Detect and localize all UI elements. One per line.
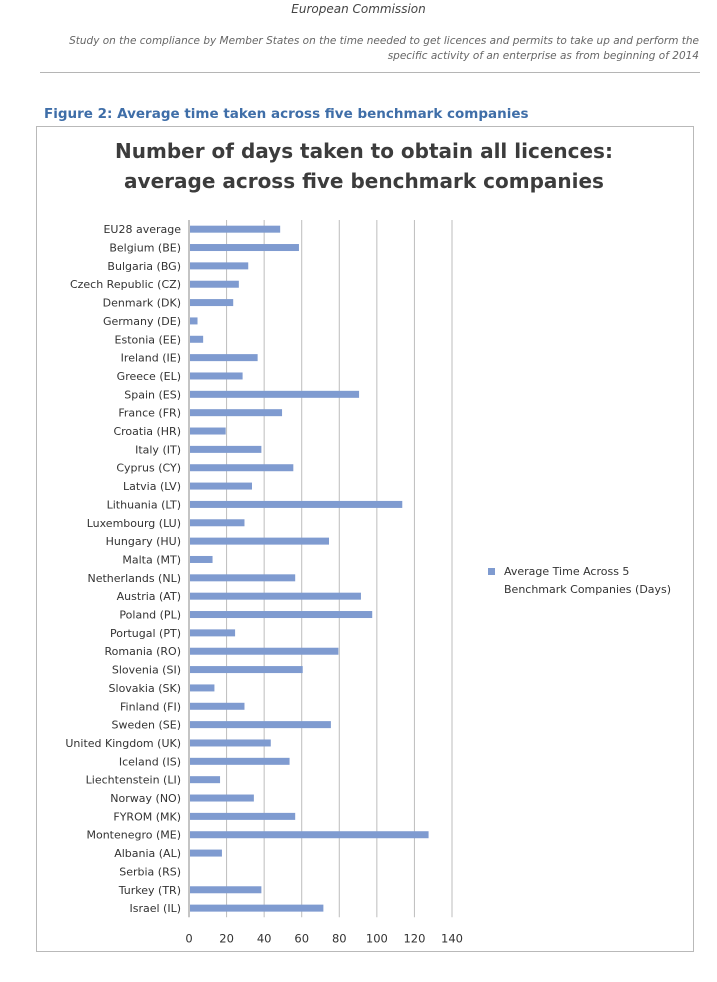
category-label: Germany (DE) bbox=[102, 314, 181, 328]
chart-title-line-1: Number of days taken to obtain all licences: bbox=[115, 139, 613, 163]
category-label: Montenegro (ME) bbox=[86, 828, 181, 842]
category-label: Slovenia (SI) bbox=[111, 663, 181, 677]
bar bbox=[190, 629, 235, 636]
x-tick-label: 60 bbox=[294, 931, 310, 946]
category-label: Luxembourg (LU) bbox=[86, 516, 181, 530]
bar bbox=[190, 354, 258, 361]
bar bbox=[190, 464, 293, 471]
bar bbox=[190, 538, 329, 545]
bar bbox=[190, 317, 198, 324]
bar bbox=[190, 372, 243, 379]
category-label: Israel (IL) bbox=[129, 902, 181, 916]
bar bbox=[190, 336, 203, 343]
bar bbox=[190, 703, 244, 710]
bar bbox=[190, 281, 239, 288]
legend-swatch bbox=[488, 568, 495, 575]
category-label: Greece (EL) bbox=[116, 369, 181, 383]
bar bbox=[190, 574, 295, 581]
bar bbox=[190, 758, 290, 765]
category-label: Albania (AL) bbox=[114, 847, 181, 861]
category-label: Poland (PL) bbox=[119, 608, 181, 622]
category-label: Belgium (BE) bbox=[109, 241, 181, 255]
x-tick-label: 20 bbox=[219, 931, 234, 946]
category-label: Norway (NO) bbox=[110, 792, 181, 806]
category-label: Bulgaria (BG) bbox=[107, 259, 181, 273]
category-label: Croatia (HR) bbox=[113, 425, 181, 439]
category-label: Ireland (IE) bbox=[120, 351, 181, 365]
bar bbox=[190, 739, 271, 746]
bar bbox=[190, 519, 244, 526]
bar bbox=[190, 684, 214, 691]
bar bbox=[190, 244, 299, 251]
bar bbox=[190, 886, 261, 893]
study-title: Study on the compliance by Member States on the time needed to get licences and permits to take up and perform the specific activity of an enterprise as from beginning of 2014 bbox=[69, 35, 699, 62]
bar bbox=[190, 556, 213, 563]
chart-legend bbox=[486, 563, 686, 599]
category-label: Cyprus (CY) bbox=[116, 461, 181, 475]
category-label: Hungary (HU) bbox=[105, 535, 181, 549]
category-label: Italy (IT) bbox=[135, 443, 181, 457]
bar bbox=[190, 905, 323, 912]
category-label: Sweden (SE) bbox=[111, 718, 181, 732]
x-tick-label: 100 bbox=[365, 931, 388, 946]
bar bbox=[190, 611, 372, 618]
category-label: Czech Republic (CZ) bbox=[69, 278, 181, 292]
category-label: Liechtenstein (LI) bbox=[85, 773, 181, 787]
bar bbox=[190, 795, 254, 802]
bar bbox=[190, 831, 429, 838]
category-label: Austria (AT) bbox=[116, 590, 181, 604]
x-tick-label: 120 bbox=[403, 931, 426, 946]
bar bbox=[190, 226, 280, 233]
bar bbox=[190, 299, 233, 306]
category-label: Portugal (PT) bbox=[110, 626, 181, 640]
bar bbox=[190, 776, 220, 783]
category-label: Romania (RO) bbox=[104, 645, 181, 659]
organization-name: European Commission bbox=[291, 2, 426, 16]
figure-caption: Figure 2: Average time taken across five benchmark companies bbox=[44, 106, 529, 122]
bar bbox=[190, 648, 338, 655]
bar bbox=[190, 501, 402, 508]
category-label: Denmark (DK) bbox=[102, 296, 181, 310]
x-tick-label: 140 bbox=[441, 931, 463, 946]
legend-label: Average Time Across 5 Benchmark Companies (Days) bbox=[504, 565, 672, 596]
category-label: Malta (MT) bbox=[122, 553, 181, 567]
bar bbox=[190, 813, 295, 820]
bar bbox=[190, 666, 303, 673]
category-label: Serbia (RS) bbox=[119, 865, 181, 879]
bar bbox=[190, 262, 248, 269]
category-label: Latvia (LV) bbox=[122, 480, 181, 494]
category-label: Iceland (IS) bbox=[118, 755, 181, 769]
x-tick-label: 0 bbox=[185, 931, 193, 946]
bar bbox=[190, 850, 222, 857]
category-label: Slovakia (SK) bbox=[108, 681, 181, 695]
category-label: Estonia (EE) bbox=[114, 333, 181, 347]
x-tick-label: 80 bbox=[331, 931, 347, 946]
bar bbox=[190, 483, 252, 490]
bar bbox=[190, 409, 282, 416]
category-label: Netherlands (NL) bbox=[87, 571, 181, 585]
chart-title-line-2: average across five benchmark companies bbox=[124, 169, 604, 193]
bar bbox=[190, 446, 261, 453]
category-label: Lithuania (LT) bbox=[106, 498, 181, 512]
x-tick-label: 40 bbox=[256, 931, 272, 946]
category-label: FYROM (MK) bbox=[113, 810, 181, 824]
bar bbox=[190, 593, 361, 600]
category-label: Spain (ES) bbox=[124, 388, 181, 402]
category-label: United Kingdom (UK) bbox=[65, 736, 181, 750]
category-label: EU28 average bbox=[103, 223, 181, 237]
bar bbox=[190, 391, 359, 398]
category-label: Turkey (TR) bbox=[118, 883, 181, 897]
bar bbox=[190, 721, 331, 728]
category-label: France (FR) bbox=[118, 406, 181, 420]
category-label: Finland (FI) bbox=[120, 700, 181, 714]
bar bbox=[190, 428, 226, 435]
